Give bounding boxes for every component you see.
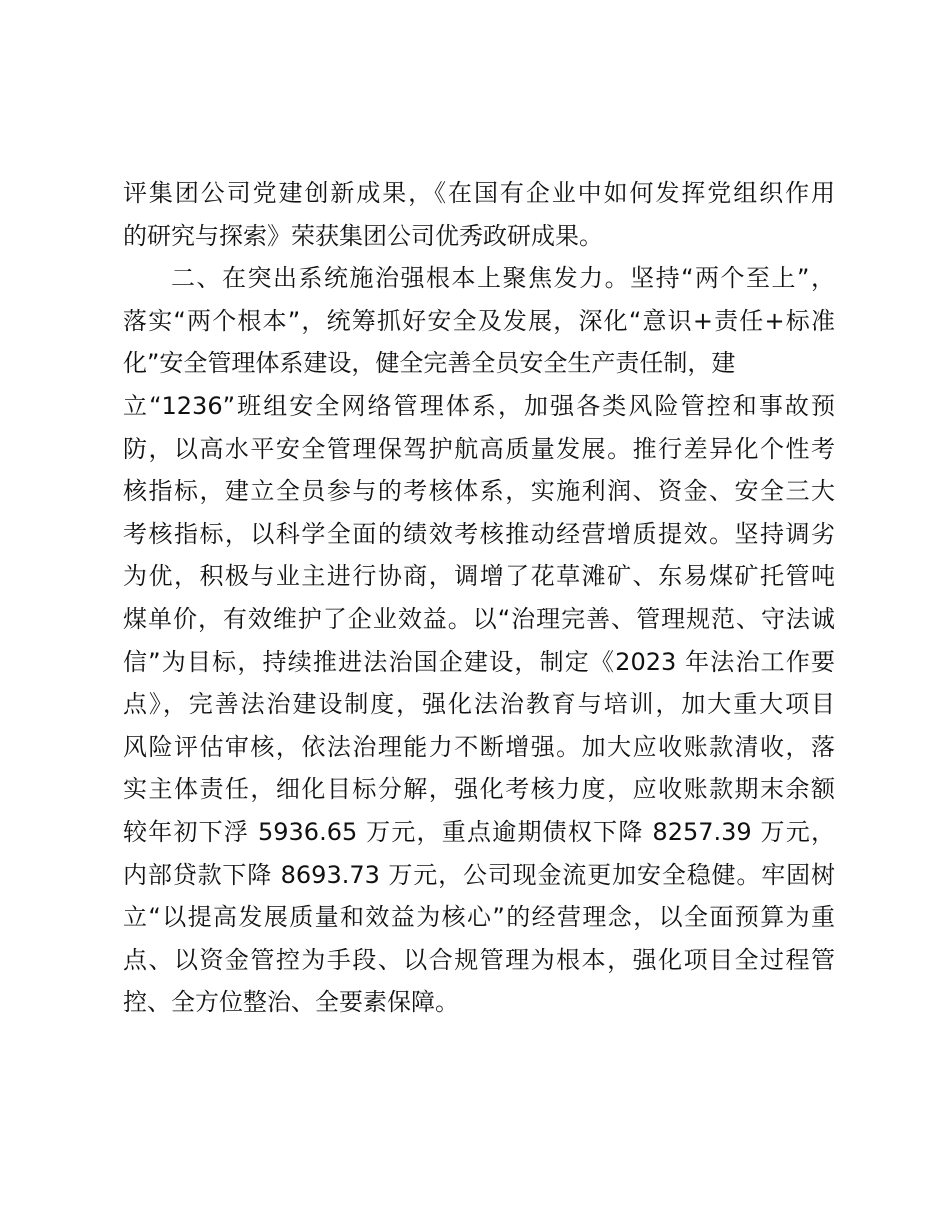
paragraph-first-line: 二、在突出系统施治强根本上聚焦发力。坚持“两个至上”， bbox=[171, 264, 835, 293]
text-line: 信”为目标，持续推进法治国企建设，制定《2023 年法治工作要 bbox=[123, 647, 835, 676]
text-line: 控、全方位整治、全要素保障。 bbox=[123, 988, 459, 1017]
text-line: 煤单价，有效维护了企业效益。以“治理完善、管理规范、守法诚 bbox=[123, 604, 835, 633]
text-line: 化”安全管理体系建设，健全完善全员安全生产责任制，建 bbox=[123, 349, 736, 378]
text-line: 点》，完善法治建设制度，强化法治教育与培训，加大重大项目 bbox=[123, 690, 835, 719]
text-line: 较年初下浮 5936.65 万元，重点逾期债权下降 8257.39 万元， bbox=[123, 817, 835, 846]
document-body bbox=[123, 172, 835, 1024]
text-line: 评集团公司党建创新成果，《在国有企业中如何发挥党组织作用 bbox=[123, 179, 835, 207]
text-line: 落实“两个根本”，统筹抓好安全及发展，深化“意识+责任+标准 bbox=[123, 306, 835, 335]
text-line: 风险评估审核，依法治理能力不断增强。加大应收账款清收，落 bbox=[123, 732, 835, 761]
text-line: 内部贷款下降 8693.73 万元，公司现金流更加安全稳健。牢固树 bbox=[123, 860, 835, 889]
text-line: 立“以提高发展质量和效益为核心”的经营理念，以全面预算为重 bbox=[123, 903, 835, 932]
text-line: 防，以高水平安全管理保驾护航高质量发展。推行差异化个性考 bbox=[123, 434, 835, 463]
text-line: 点、以资金管控为手段、以合规管理为根本，强化项目全过程管 bbox=[123, 945, 835, 974]
text-line: 实主体责任，细化目标分解，强化考核力度，应收账款期末余额 bbox=[123, 775, 835, 804]
text-line: 的研究与探索》荣获集团公司优秀政研成果。 bbox=[123, 221, 603, 250]
text-line: 立“1236”班组安全网络管理体系，加强各类风险管控和事故预 bbox=[123, 391, 835, 420]
text-line: 为优，积极与业主进行协商，调增了花草滩矿、东易煤矿托管吨 bbox=[123, 562, 835, 591]
text-line: 考核指标，以科学全面的绩效考核推动经营增质提效。坚持调劣 bbox=[123, 519, 835, 548]
text-line: 核指标，建立全员参与的考核体系，实施利润、资金、安全三大 bbox=[123, 477, 835, 506]
